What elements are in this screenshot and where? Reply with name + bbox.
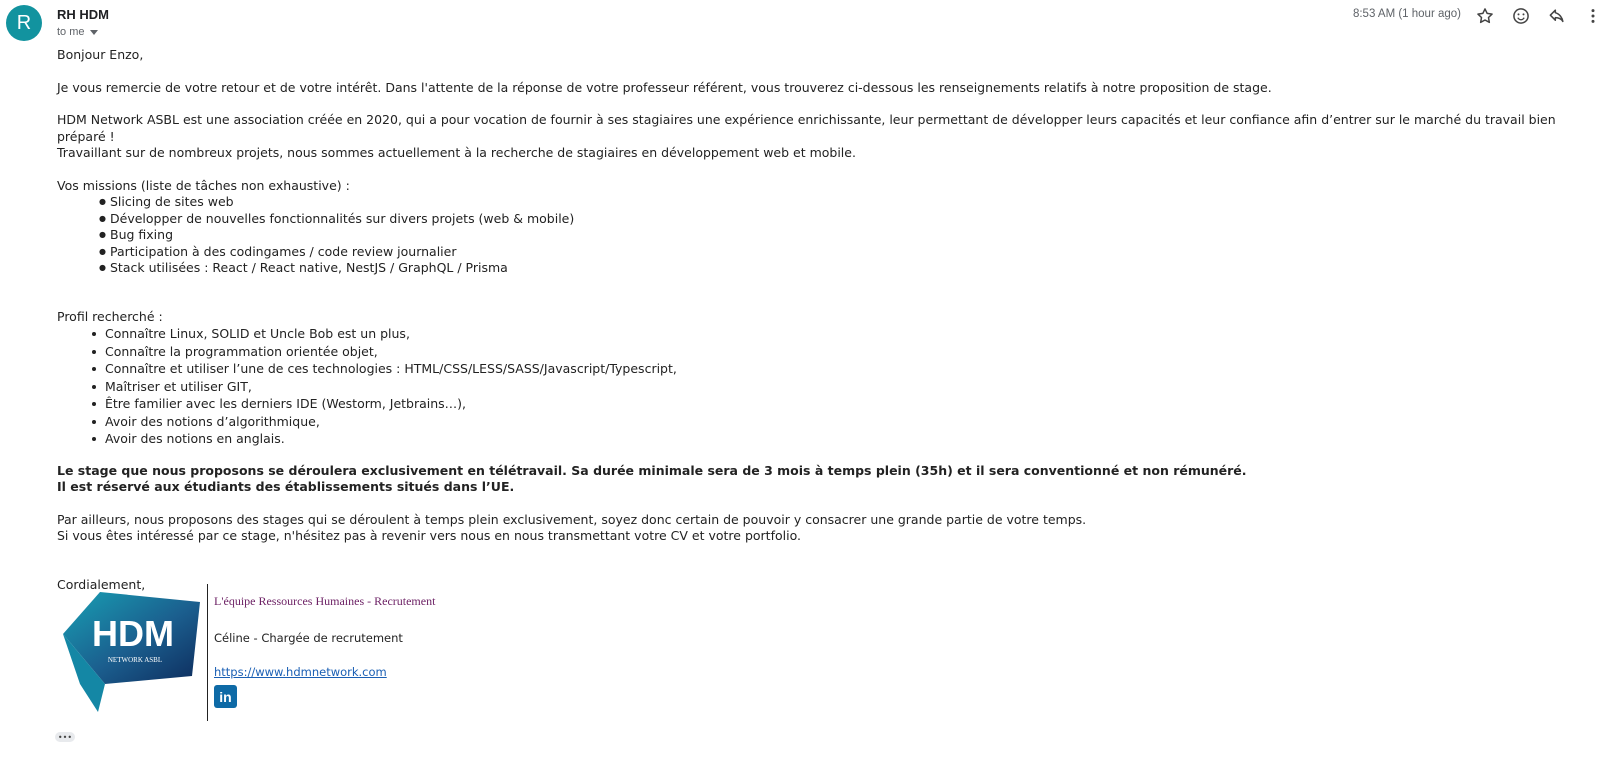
closing-line-1: Par ailleurs, nous proposons des stages qui se déroulent à temps plein exclusivement, soyez donc certain de pouvoir y consacrer une grande partie de votre temps. [57, 511, 1087, 527]
list-item: Avoir des notions en anglais. [105, 430, 1597, 448]
about-paragraph-1: HDM Network ASBL est une association créée en 2020, qui a pour vocation de fournir à ses stagiaires une expérience enrichissante, leur permettant de développer leurs capacités et leur confiance afin d’entrer sur le marché du travail bien préparé ! [57, 112, 1556, 144]
sender-name[interactable]: RH HDM [57, 7, 109, 22]
conditions-line-2: Il est réservé aux étudiants des établissements situés dans l’UE. [57, 479, 515, 494]
list-item: ● Stack utilisées : React / React native, NestJS / GraphQL / Prisma [100, 260, 1597, 277]
list-item: ● Participation à des codingames / code review journalier [100, 244, 1597, 261]
profile-list [57, 325, 1597, 448]
list-item: ● Slicing de sites web [100, 194, 1597, 211]
about-paragraph-2: Travaillant sur de nombreux projets, nous sommes actuellement à la recherche de stagiaires en développement web et mobile. [57, 145, 856, 160]
recipient-label: to me [57, 26, 85, 38]
list-item: Être familier avec les derniers IDE (Westorm, Jetbrains…), [105, 395, 1597, 413]
signature-role: Céline - Chargée de recrutement [214, 631, 403, 645]
missions-title: Vos missions (liste de tâches non exhaustive) : [57, 177, 350, 193]
message-actions [1473, 4, 1605, 28]
email-body [57, 47, 1597, 593]
logo-subtext: NETWORK ASBL [107, 656, 163, 664]
show-trimmed-content-button[interactable]: ••• [55, 732, 75, 742]
list-item: ● Développer de nouvelles fonctionnalités sur divers projets (web & mobile) [100, 211, 1597, 228]
logo-text: HDM [92, 613, 174, 654]
hdm-logo [60, 584, 205, 721]
emoji-icon [1511, 6, 1531, 26]
closing-line-2: Si vous êtes intéressé par ce stage, n'hésitez pas à revenir vers nous en nous transmettant votre CV et votre portfolio. [57, 528, 801, 543]
conditions-line-1: Le stage que nous proposons se déroulera exclusivement en télétravail. Sa durée minimale sera de 3 mois à temps plein (35h) et il sera conventionné et non rémunéré. [57, 462, 1247, 478]
signature-team: L'équipe Ressources Humaines - Recrutement [214, 594, 436, 608]
reply-button[interactable] [1545, 4, 1569, 28]
signature [60, 584, 435, 721]
timestamp: 8:53 AM (1 hour ago) [1352, 8, 1461, 20]
chevron-down-icon [90, 30, 98, 35]
greeting: Bonjour Enzo, [57, 47, 144, 62]
avatar[interactable]: R [6, 5, 42, 41]
linkedin-icon[interactable]: in [214, 685, 237, 708]
list-item: ● Bug fixing [100, 227, 1597, 244]
star-icon [1475, 6, 1495, 26]
more-options-button[interactable] [1581, 4, 1605, 28]
recipient-details-toggle[interactable] [57, 26, 98, 38]
more-vert-icon [1583, 6, 1603, 26]
list-item: Connaître la programmation orientée objet, [105, 343, 1597, 361]
list-item: Avoir des notions d’algorithmique, [105, 413, 1597, 431]
list-item: Maîtriser et utiliser GIT, [105, 378, 1597, 396]
signoff: Cordialement, [57, 576, 146, 592]
list-item: Connaître Linux, SOLID et Uncle Bob est un plus, [105, 325, 1597, 343]
star-button[interactable] [1473, 4, 1497, 28]
website-link[interactable]: https://www.hdmnetwork.com [214, 665, 387, 679]
list-item: Connaître et utiliser l’une de ces technologies : HTML/CSS/LESS/SASS/Javascript/Typescript, [105, 360, 1597, 378]
profile-title: Profil recherché : [57, 308, 163, 324]
add-reaction-button[interactable] [1509, 4, 1533, 28]
missions-list [57, 194, 1597, 277]
intro-paragraph: Je vous remercie de votre retour et de votre intérêt. Dans l'attente de la réponse de votre professeur référent, vous trouverez ci-dessous les renseignements relatifs à notre proposition de stage. [57, 79, 1272, 95]
reply-icon [1547, 6, 1567, 26]
